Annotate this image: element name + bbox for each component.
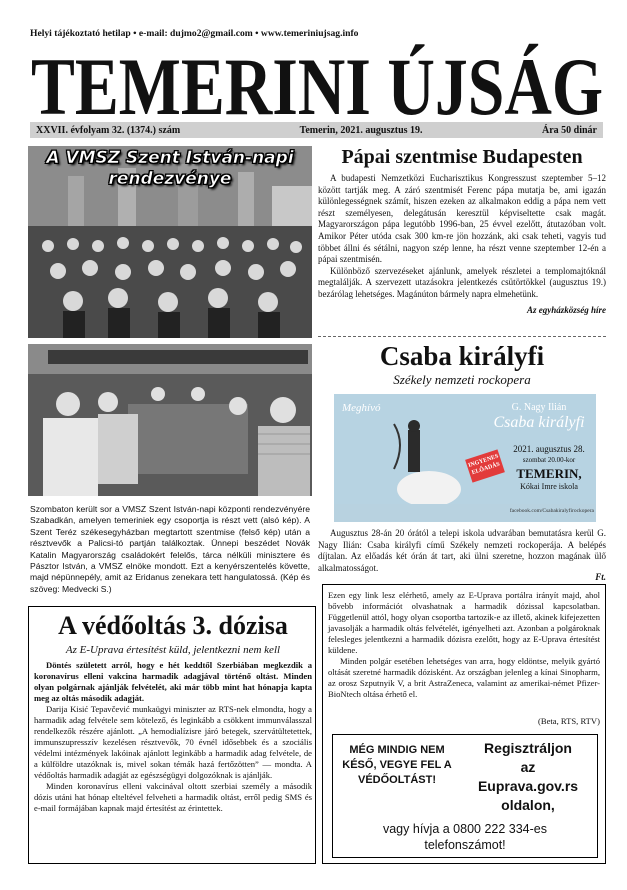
csaba-signature: Ft.: [595, 572, 606, 582]
issue-date: Temerin, 2021. augusztus 19.: [299, 124, 423, 136]
poster-facebook: facebook.com/Csabakiralyfirockopera: [509, 508, 594, 514]
csaba-poster: [334, 394, 596, 522]
callout-bottom-2: telefonszámot!: [424, 838, 506, 852]
vmsz-headline-line1: A VMSZ Szent István-napi: [46, 148, 294, 168]
vaccine-body: [34, 660, 312, 814]
vaccine-paragraph-1: Darija Kisić Tepavčević munkaügyi miniszter az RTS-nek elmondta, hogy a harmadik adag felvétele sem kötelező, és leginkább a csökkent immunválasszal rendelkezők részére ajánlott. „A hemodialízisre járó betegek, szervátültetettek, immunszupresszív kezelésen résztvevők, 70 évnél idősebbek és a szociális védelmi intézmények lakóinak ajánlott leginkább a harmadik adag felvétele, de a külföldre utazóknak is, mivel sokan témák hazá fertőzötten” — mondta. A védőoltás harmadik adagját az egészségügyi dolgozóknak is ajánlják.: [34, 704, 312, 780]
vmsz-caption: Szombaton került sor a VMSZ Szent István-napi központi rendezvényére Szabadkán, amelyen temeriniek egy csoportja is részt vett (alsó kép). A Szent Teréz székesegyházban megtartott szentmise (felső kép) után a résztvevők a Palicsi-tó partján találkoztak. Ünnepi beszédet Novák Katalin Magyarország családokért felelős, tárca nélküli minisztere és Pásztor István, a VMSZ elnöke mondott. Ezt a kenyérszentelés követte, majd népünnepély, amit az Eridanus zenekara tett hangulatossá. (Kép és szöveg: Medvecki S.): [30, 504, 310, 594]
papal-paragraph-1: A budapesti Nemzetközi Eucharisztikus Kongresszust szeptember 5–12 között tartják meg. A záró szentmisét Ferenc pápa mutatja be, ami igazán különlegességnek számít, hiszen ezeken az alkalmakon eddig a pápa nem vett részt személyesen, delegátusán keresztül képviseltette csak magát. Magyarországon pápa legutóbb 1996-ban, 25 évvel ezelőtt, átutazóban volt. Amikor Péter utóda csak 300 km-re jön hozzánk, aki csak teheti, vagyis tud többet állni és sétálni, nagyon szép lenne, ha részt venne szeptember 12-én a pápai szentmisén.: [318, 173, 606, 265]
vaccine-right-signature: (Beta, RTS, RTV): [538, 716, 600, 726]
vaccine-right-body: [328, 590, 600, 700]
csaba-paragraph: Augusztus 28-án 20 órától a telepi iskola udvarában bemutatásra kerül G. Nagy Ilián: Csaba királyfi című Székely nemzeti rockoperája. A belépés díjtalan. Az előadás két órán át tart, aki ülni szeretne, hozzon magának ülő alkalmatosságot.: [318, 528, 606, 573]
callout-right-4: oldalon,: [501, 797, 555, 813]
poster-invite: Meghívó: [342, 402, 381, 414]
vaccine-title: A védőoltás 3. dózisa: [58, 611, 288, 640]
callout-left: MÉG MINDIG NEM KÉSŐ, VEGYE FEL A VÉDŐOLTÁST!: [342, 744, 452, 786]
vaccine-subtitle: Az E-Uprava értesítést küld, jelentkezni nem kell: [65, 644, 281, 656]
callout-right-1: Regisztráljon: [484, 740, 572, 756]
masthead-title: TEMERINI ÚJSÁG: [31, 42, 603, 120]
papal-paragraph-2: Különböző szervezéseket ajánlunk, amelyek részletei a templomajtóknál megtalálják. A szervezett utazásokra jelentkezés csütörtökkel (augusztus 19.) bezárólag lehetséges. Magánúton bármely napra elmehetünk.: [318, 265, 606, 299]
csaba-title: Csaba királyfi: [379, 341, 545, 371]
poster-date: 2021. augusztus 28.: [513, 444, 585, 454]
vaccine-right-paragraph-1: Ezen egy link lesz elérhető, amely az E-Uprava portálra irányít majd, ahol bővebb információt olvashatnak a harmadik dózissal kapcsolatban. Függetlenül attól, hogy olyan csoportba tartozik-e az illető, akinek kifejezetten javasolják a harmadik oltás felvételét, igényelheti azt. Azonban a polgároknak felesleges jelentkezni a harmadik dózisra ezelőtt, hogy az E-Uprava értesítést küldene.: [328, 590, 600, 655]
divider-1: [318, 336, 606, 337]
papal-body: [318, 173, 606, 301]
papal-signature: Az egyházközség híre: [526, 304, 606, 315]
papal-title: Pápai szentmise Budapesten: [341, 146, 583, 168]
callout-bottom-1: vagy hívja a 0800 222 334-es: [382, 822, 547, 836]
callout-right: [461, 739, 595, 815]
vaccine-paragraph-2: Minden koronavírus elleni vakcinával oltott szerbiai személy a második dózis utáni hat hónap elteltével felveheti a harmadik oltást, erről pedig SMS és e-mail formájában kapnak majd értesítést az érintettek.: [34, 781, 312, 813]
issue-bar: [30, 122, 603, 138]
vaccine-article: [34, 610, 312, 814]
masthead: [30, 42, 605, 120]
vmsz-headline-line2: rendezvénye: [108, 169, 232, 189]
vaccine-lead: Döntés született arról, hogy e hét keddtől Szerbiában megkezdik a koronavírus elleni vakcina harmadik adagjával történő oltást. Minden olyan polgárnak ajánlják felvételét, aki már több mint hat hónapja kapta meg az oltás második adagját.: [34, 660, 312, 703]
vmsz-headline: [28, 148, 312, 190]
issue-price: Ára 50 dinár: [541, 124, 597, 136]
csaba-body: [318, 528, 606, 574]
papal-article: [318, 146, 606, 315]
callout-bottom: [333, 821, 597, 853]
csaba-header: [318, 340, 606, 388]
poster-time: szombat 20.00-kor: [522, 456, 576, 464]
poster-badge: INGYENES ELŐADÁS: [465, 449, 505, 482]
photo-lakeside-group: [28, 344, 312, 496]
poster-title: Csaba királyfi: [493, 414, 585, 431]
vaccine-callout: [332, 734, 598, 858]
callout-right-2: az: [520, 759, 536, 775]
vaccine-right-paragraph-2: Minden polgár esetében lehetséges van arra, hogy eldöntse, melyik gyártó oltását szeretné harmadik dózisként. Az országban jelenleg a kínai Sinopharm, az orosz Szputnyik V, a brit AstraZeneca, valamint az amerikai-német Pfizer-BioNtech oltása érhető el.: [328, 656, 600, 699]
poster-author: G. Nagy Ilián: [511, 402, 567, 413]
callout-right-3: Euprava.gov.rs: [477, 778, 579, 794]
csaba-subtitle: Székely nemzeti rockopera: [393, 372, 531, 387]
poster-school: Kókai Imre iskola: [520, 482, 578, 491]
tagline: Helyi tájékoztató hetilap • e-mail: dujmo2@gmail.com • www.temeriniujsag.info: [30, 28, 359, 39]
poster-place: TEMERIN,: [516, 466, 582, 481]
issue-number: XXVII. évfolyam 32. (1374.) szám: [36, 124, 181, 136]
